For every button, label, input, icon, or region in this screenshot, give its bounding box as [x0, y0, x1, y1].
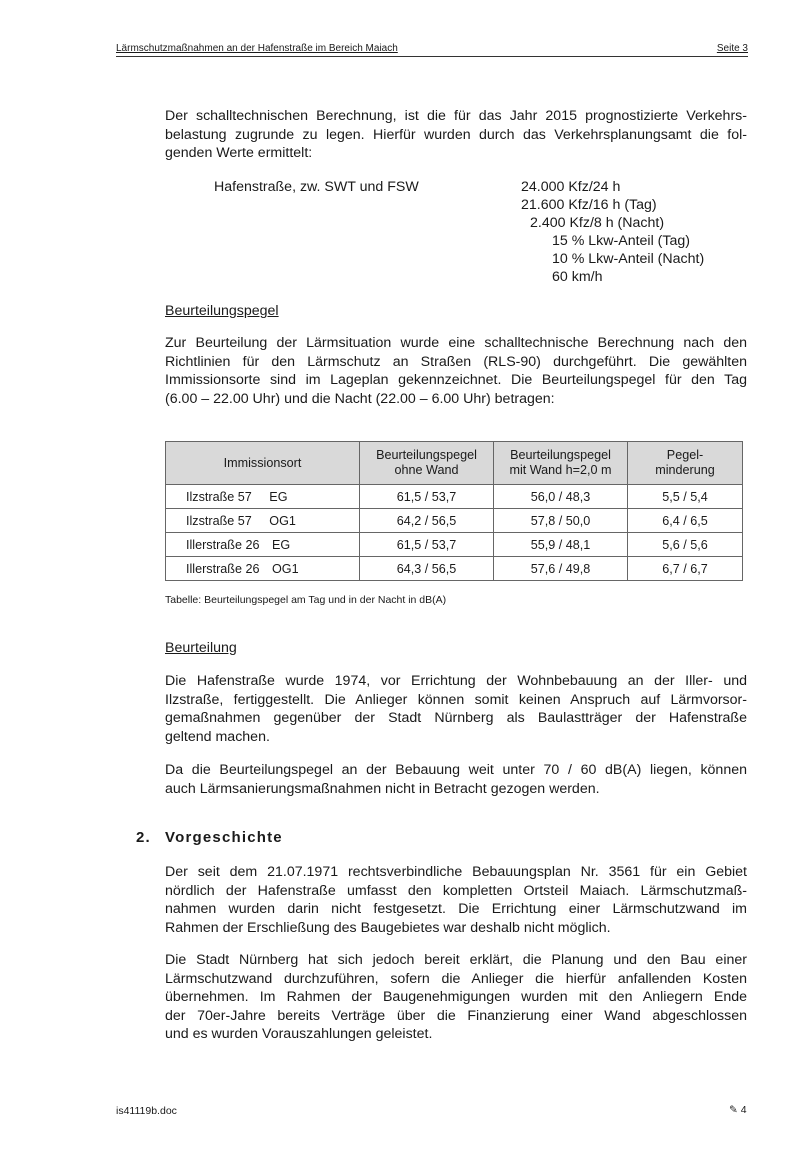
text-line: Ilzstraße, fertiggestellt. Die Anlieger können somit keinen Anspruch auf Lärmvorsor- [165, 691, 747, 708]
traffic-value: 15 % Lkw-Anteil (Tag) [552, 233, 690, 249]
header-ohne-wand [360, 442, 494, 485]
beurteilungspegel-paragraph [165, 334, 747, 408]
text-line: der 70er-Jahre bereits Verträge über die Finanzierung einer Wand abgeschlossen [165, 1007, 747, 1024]
cell-ohne-wand: 61,5 / 53,7 [360, 533, 494, 557]
cell-minderung: 6,4 / 6,5 [628, 509, 743, 533]
header-immissionsort: Immissionsort [166, 442, 360, 485]
section-number: 2. [136, 829, 151, 846]
text-line: Da die Beurteilungspegel an der Bebauung weit unter 70 / 60 dB(A) liegen, können [165, 762, 747, 778]
text-line: nördlich der Hafenstraße umfasst den kompletten Ortsteil Maiach. Lärmschutzmaß- [165, 882, 747, 899]
cell-street: Illerstraße 26 [186, 537, 260, 552]
footer-mark: ✎ 4 [729, 1104, 747, 1116]
text-line: Immissionsorte sind im Lageplan gekennzeichnet. Die Beurteilungspegel für den Tag [165, 372, 747, 389]
text-line: (6.00 – 22.00 Uhr) und die Nacht (22.00 – 6.00 Uhr) betragen: [165, 390, 555, 407]
cell-level: OG1 [269, 513, 296, 528]
table-row [166, 533, 743, 557]
text-line: Der schalltechnischen Berechnung, ist die für das Jahr 2015 prognostizierte Verkehrs- [165, 108, 747, 124]
traffic-road: Hafenstraße, zw. SWT und FSW [214, 179, 419, 195]
heading-beurteilungspegel: Beurteilungspegel [165, 303, 279, 319]
text-line: Der seit dem 21.07.1971 rechtsverbindliche Bebauungsplan Nr. 3561 für ein Gebiet [165, 864, 747, 880]
header-mit-wand [494, 442, 628, 485]
intro-paragraph [165, 107, 747, 163]
cell-immissionsort [166, 485, 360, 509]
traffic-value: 60 km/h [552, 269, 603, 285]
table-caption: Tabelle: Beurteilungspegel am Tag und in der Nacht in dB(A) [165, 594, 447, 606]
table-row [166, 485, 743, 509]
header-pegelminderung-line1: Pegel- [666, 448, 704, 462]
cell-minderung: 5,5 / 5,4 [628, 485, 743, 509]
text-line: Die Stadt Nürnberg hat sich jedoch bereit erklärt, die Planung und den Bau einer [165, 952, 747, 968]
traffic-value: 21.600 Kfz/16 h (Tag) [521, 197, 657, 213]
text-line: auch Lärmsanierungsmaßnahmen nicht in Betracht gezogen werden. [165, 780, 600, 797]
section-heading [136, 829, 283, 846]
cell-ohne-wand: 61,5 / 53,7 [360, 485, 494, 509]
text-line: genden Werte ermittelt: [165, 145, 313, 162]
cell-ohne-wand: 64,2 / 56,5 [360, 509, 494, 533]
traffic-value: 2.400 Kfz/8 h (Nacht) [530, 215, 665, 231]
page-number: Seite 3 [716, 43, 748, 54]
text-line: Die Hafenstraße wurde 1974, vor Errichtung der Wohnbebauung an der Iller- und [165, 673, 747, 689]
cell-street: Ilzstraße 57 [186, 513, 252, 528]
text-line: Richtlinien für den Lärmschutz an Straßen (RLS-90) durchgeführt. Die gewählten [165, 353, 747, 370]
beurteilung-paragraph-2 [165, 761, 747, 798]
cell-immissionsort [166, 557, 360, 581]
text-line: und es wurden Vorauszahlungen geleistet. [165, 1026, 433, 1043]
results-table [165, 441, 743, 581]
traffic-value: 24.000 Kfz/24 h [521, 179, 621, 195]
cell-ohne-wand: 64,3 / 56,5 [360, 557, 494, 581]
header-pegelminderung-line2: minderung [655, 463, 715, 477]
cell-level: EG [272, 537, 291, 552]
text-line: nahmen wurden darin nicht festgesetzt. Die Errichtung einer Lärmschutzwand im [165, 901, 747, 918]
beurteilung-paragraph-1 [165, 672, 747, 746]
vorgeschichte-paragraph-2 [165, 951, 747, 1044]
header-ohne-wand-line1: Beurteilungspegel [376, 448, 477, 462]
vorgeschichte-paragraph-1 [165, 863, 747, 937]
text-line: gemaßnahmen gegenüber der Stadt Nürnberg als Baulastträger der Hafenstraße [165, 710, 747, 727]
cell-mit-wand: 56,0 / 48,3 [494, 485, 628, 509]
page-header [116, 42, 748, 57]
text-line: Zur Beurteilung der Lärmsituation wurde eine schalltechnische Berechnung nach den [165, 335, 747, 351]
cell-minderung: 6,7 / 6,7 [628, 557, 743, 581]
text-line: Rahmen der Erschließung des Baugebietes war deshalb nicht möglich. [165, 919, 611, 936]
header-ohne-wand-line2: ohne Wand [394, 463, 459, 477]
header-mit-wand-line2: mit Wand h=2,0 m [509, 463, 612, 477]
cell-mit-wand: 57,6 / 49,8 [494, 557, 628, 581]
cell-minderung: 5,6 / 5,6 [628, 533, 743, 557]
heading-beurteilung: Beurteilung [165, 640, 237, 656]
cell-mit-wand: 57,8 / 50,0 [494, 509, 628, 533]
text-line: Lärmschutzwand durchzuführen, sofern die Anlieger die hierfür anfallenden Kosten [165, 970, 747, 987]
text-line: belastung zugrunde zu legen. Hierfür wurden durch das Verkehrsplanungsamt die fol- [165, 126, 747, 143]
header-mit-wand-line1: Beurteilungspegel [510, 448, 611, 462]
section-title: Vorgeschichte [165, 829, 283, 846]
table-row [166, 509, 743, 533]
cell-street: Illerstraße 26 [186, 561, 260, 576]
cell-level: OG1 [272, 561, 299, 576]
traffic-value: 10 % Lkw-Anteil (Nacht) [552, 251, 705, 267]
cell-immissionsort [166, 533, 360, 557]
cell-level: EG [269, 489, 288, 504]
text-line: übernehmen. Im Rahmen der Baugenehmigungen wurden mit den Anliegern Ende [165, 989, 747, 1006]
table-header-row [166, 442, 743, 485]
text-line: geltend machen. [165, 728, 270, 745]
header-pegelminderung [628, 442, 743, 485]
table-row [166, 557, 743, 581]
file-name: is41119b.doc [116, 1105, 177, 1117]
document-title: Lärmschutzmaßnahmen an der Hafenstraße im Bereich Maiach [116, 43, 398, 54]
cell-mit-wand: 55,9 / 48,1 [494, 533, 628, 557]
cell-street: Ilzstraße 57 [186, 489, 252, 504]
cell-immissionsort [166, 509, 360, 533]
